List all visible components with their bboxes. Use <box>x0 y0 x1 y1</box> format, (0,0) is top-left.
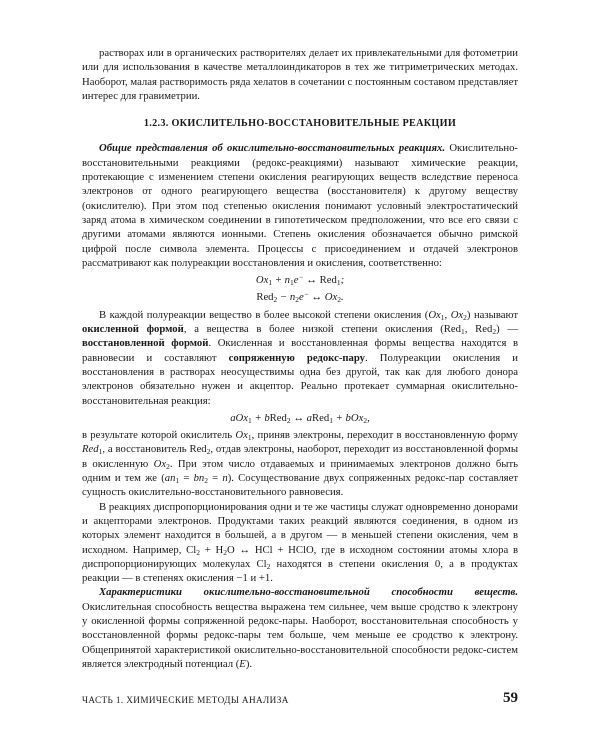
text-run: . При этом число отдаваемых и принимаемых электронов должно быть одним и тем же ( <box>82 457 518 485</box>
text-run: В реакциях диспропорционирования одни и те же частицы служат одновременно донорами и акцепторами электронов. Продуктами таких реакций являются соединения, в одном из которых элемент находится в большей, а в другом — в меньшей степени окисления, чем в исходном. Например, <box>82 500 518 556</box>
text-run: . Окисленная и восстановленная формы вещества находятся в равновесии и составляют <box>82 337 518 364</box>
text-run: , а восстановитель <box>102 443 190 456</box>
page-content <box>82 46 518 671</box>
equation-reduction: $Ox_1 + n_1e^-$ ↔ Red$_1$; <box>255 272 345 288</box>
paragraph-redox-characteristics: Характеристики окислительно-восстановительной способности веществ. Окислительная способность вещества выражена тем сильнее, чем выше сродство к электрону у окисленной формы сопряженной редокс-пары. Наоборот, восстановительная способность у восстановленной формы редокс-пары тем больше, чем меньше ее сродство к электрону. Общепринятой характеристикой окислительно-восстановительной способности редокс-систем является электродный потенциал (E). <box>82 586 518 670</box>
equation-oxidation: $Red_2 - n_2e^-$ ↔ $Ox_2$. <box>256 289 344 305</box>
text-run: , где в исходном состоянии атомы хлора в диспропорционирующих молекулах <box>82 543 518 570</box>
text-run: В каждой полуреакции вещество в более высокой степени окисления ( <box>99 308 429 321</box>
text-run: ). Сосуществование двух сопряженных редокс-пар составляет сущность окислительно-восстановительного равновесия. <box>82 472 519 499</box>
paragraph-general-concepts <box>82 141 518 270</box>
equation-overall-reaction: aOx$_1$ + bRed$_2$ ↔ aRed$_1$ + bOx$_2$, <box>230 411 370 426</box>
page-footer <box>82 690 518 710</box>
text-run: , приняв электроны, переходит в восстановленную форму <box>251 429 518 442</box>
paragraph-text: Окислительная способность вещества выражена тем сильнее, чем выше сродство к электрону у окисленной формы сопряженной редокс-пары. Наоборот, восстановительная способность у восстановленной формы редокс-пары тем больше, чем меньше ее сродство к электрону. Общепринятой характеристикой окислительно-восстановительной способности редокс-систем является электродный потенциал ( <box>82 600 518 670</box>
runin-heading-general: Общие представления об окислительно-восстановительных реакциях. <box>99 142 446 155</box>
text-run: . Полуреакции окисления и восстановления в растворах неосуществимы одна без другой, так как для любого донора электронов обязательно нужен и акцептор. Реально протекает суммарная окислительно-восстановительная реакция: <box>82 351 519 407</box>
text-run: , а вещества в более низкой степени окисления ( <box>183 323 444 336</box>
paragraph-text: Окислительно-восстановительными реакциями (редокс-реакциями) называют химические реакции, протекающие с изменением степени окисления реагирующих веществ вследствие переноса электронов от одного реагирующего вещества (восстановителя) к другому веществу (окислителю). При этом под степенью окисления понимают условный электростатический заряд атома в химическом соединении в гипотетическом предположении, что все его связи с другими атомами являются ионными. Степень окисления обозначается обычно римской цифрой после символа элемента. Процессы с присоединением и отдачей электронов рассматривают как полуреакции восстановления и окисления, соответственно: <box>82 142 518 269</box>
text-run: ). <box>245 657 253 670</box>
text-run: находятся в степени окисления 0, а в продуктах реакции — в степенях окисления −1 и +1. <box>82 557 519 585</box>
term-conjugate-redox-pair: сопряженную редокс-пару <box>228 351 366 364</box>
term-oxidized-form: окисленной формой <box>82 323 184 336</box>
section-heading: 1.2.3. ОКИСЛИТЕЛЬНО-ВОССТАНОВИТЕЛЬНЫЕ РЕАКЦИИ <box>143 118 457 130</box>
page-number: 59 <box>503 690 518 706</box>
paragraph-disproportionation: В реакциях диспропорционирования одни и те же частицы служат одновременно донорами и акцепторами электронов. Продуктами таких реакций являются соединения, в одном из которых элемент находится в большей, а в другом — в меньшей степени окисления, чем в исходном. Например, $Cl_2 + H_2O$ ↔ HCl + HClO, где в исходном состоянии атомы хлора в диспропорционирующих молекулах $Cl_2$ находятся в степени окисления 0, а в продуктах реакции — в степенях окисления −1 и +1. <box>82 500 519 585</box>
paragraph-electron-transfer: в результате которой окислитель $Ox_1$, приняв электроны, переходит в восстановленную форму Red$_1$, а восстановитель Red$_2$, отдав электроны, наоборот, переходит из восстановленной формы в окисленную $Ox_2$. При этом число отдаваемых и принимаемых электронов должно быть одним и тем же $(an_1 = bn_2 = n)$. Сосуществование двух сопряженных редокс-пар составляет сущность окислительно-восстановительного равновесия. <box>82 429 519 499</box>
text-run: ) — <box>496 323 519 336</box>
term-reduced-form: восстановленной формой <box>82 337 209 350</box>
paragraph-intro: растворах или в органических растворителях делает их привлекательными для фотометрии или для использования в качестве металлоиндикаторов в тех же титриметрических методах. Наоборот, малая растворимость ряда хелатов в сочетании с постоянным составом представляет интерес для гравиметрии. <box>82 47 518 102</box>
running-footer: ЧАСТЬ 1. ХИМИЧЕСКИЕ МЕТОДЫ АНАЛИЗА <box>82 695 289 705</box>
text-run: в результате которой окислитель <box>82 429 236 442</box>
text-run: ) называют <box>466 308 518 321</box>
paragraph-redox-forms: В каждой полуреакции вещество в более высокой степени окисления ($Ox_1$, $Ox_2$) называют окисленной формой, а вещества в более низкой степени окисления (Red$_1$, Red$_2$) — восстановленной формой. Окисленная и восстановленная формы вещества находятся в равновесии и составляют сопряженную редокс-пару. Полуреакции окисления и восстановления в растворах неосуществимы одна без другой, так как для любого донора электронов обязательно нужен и акцептор. Реально протекает суммарная окислительно-восстановительная реакция: <box>82 308 519 407</box>
text-run: , отдав электроны, наоборот, переходит из восстановленной формы в окисленную <box>82 443 518 470</box>
runin-heading-characteristics: Характеристики окислительно-восстановительной способности веществ. <box>99 586 518 599</box>
